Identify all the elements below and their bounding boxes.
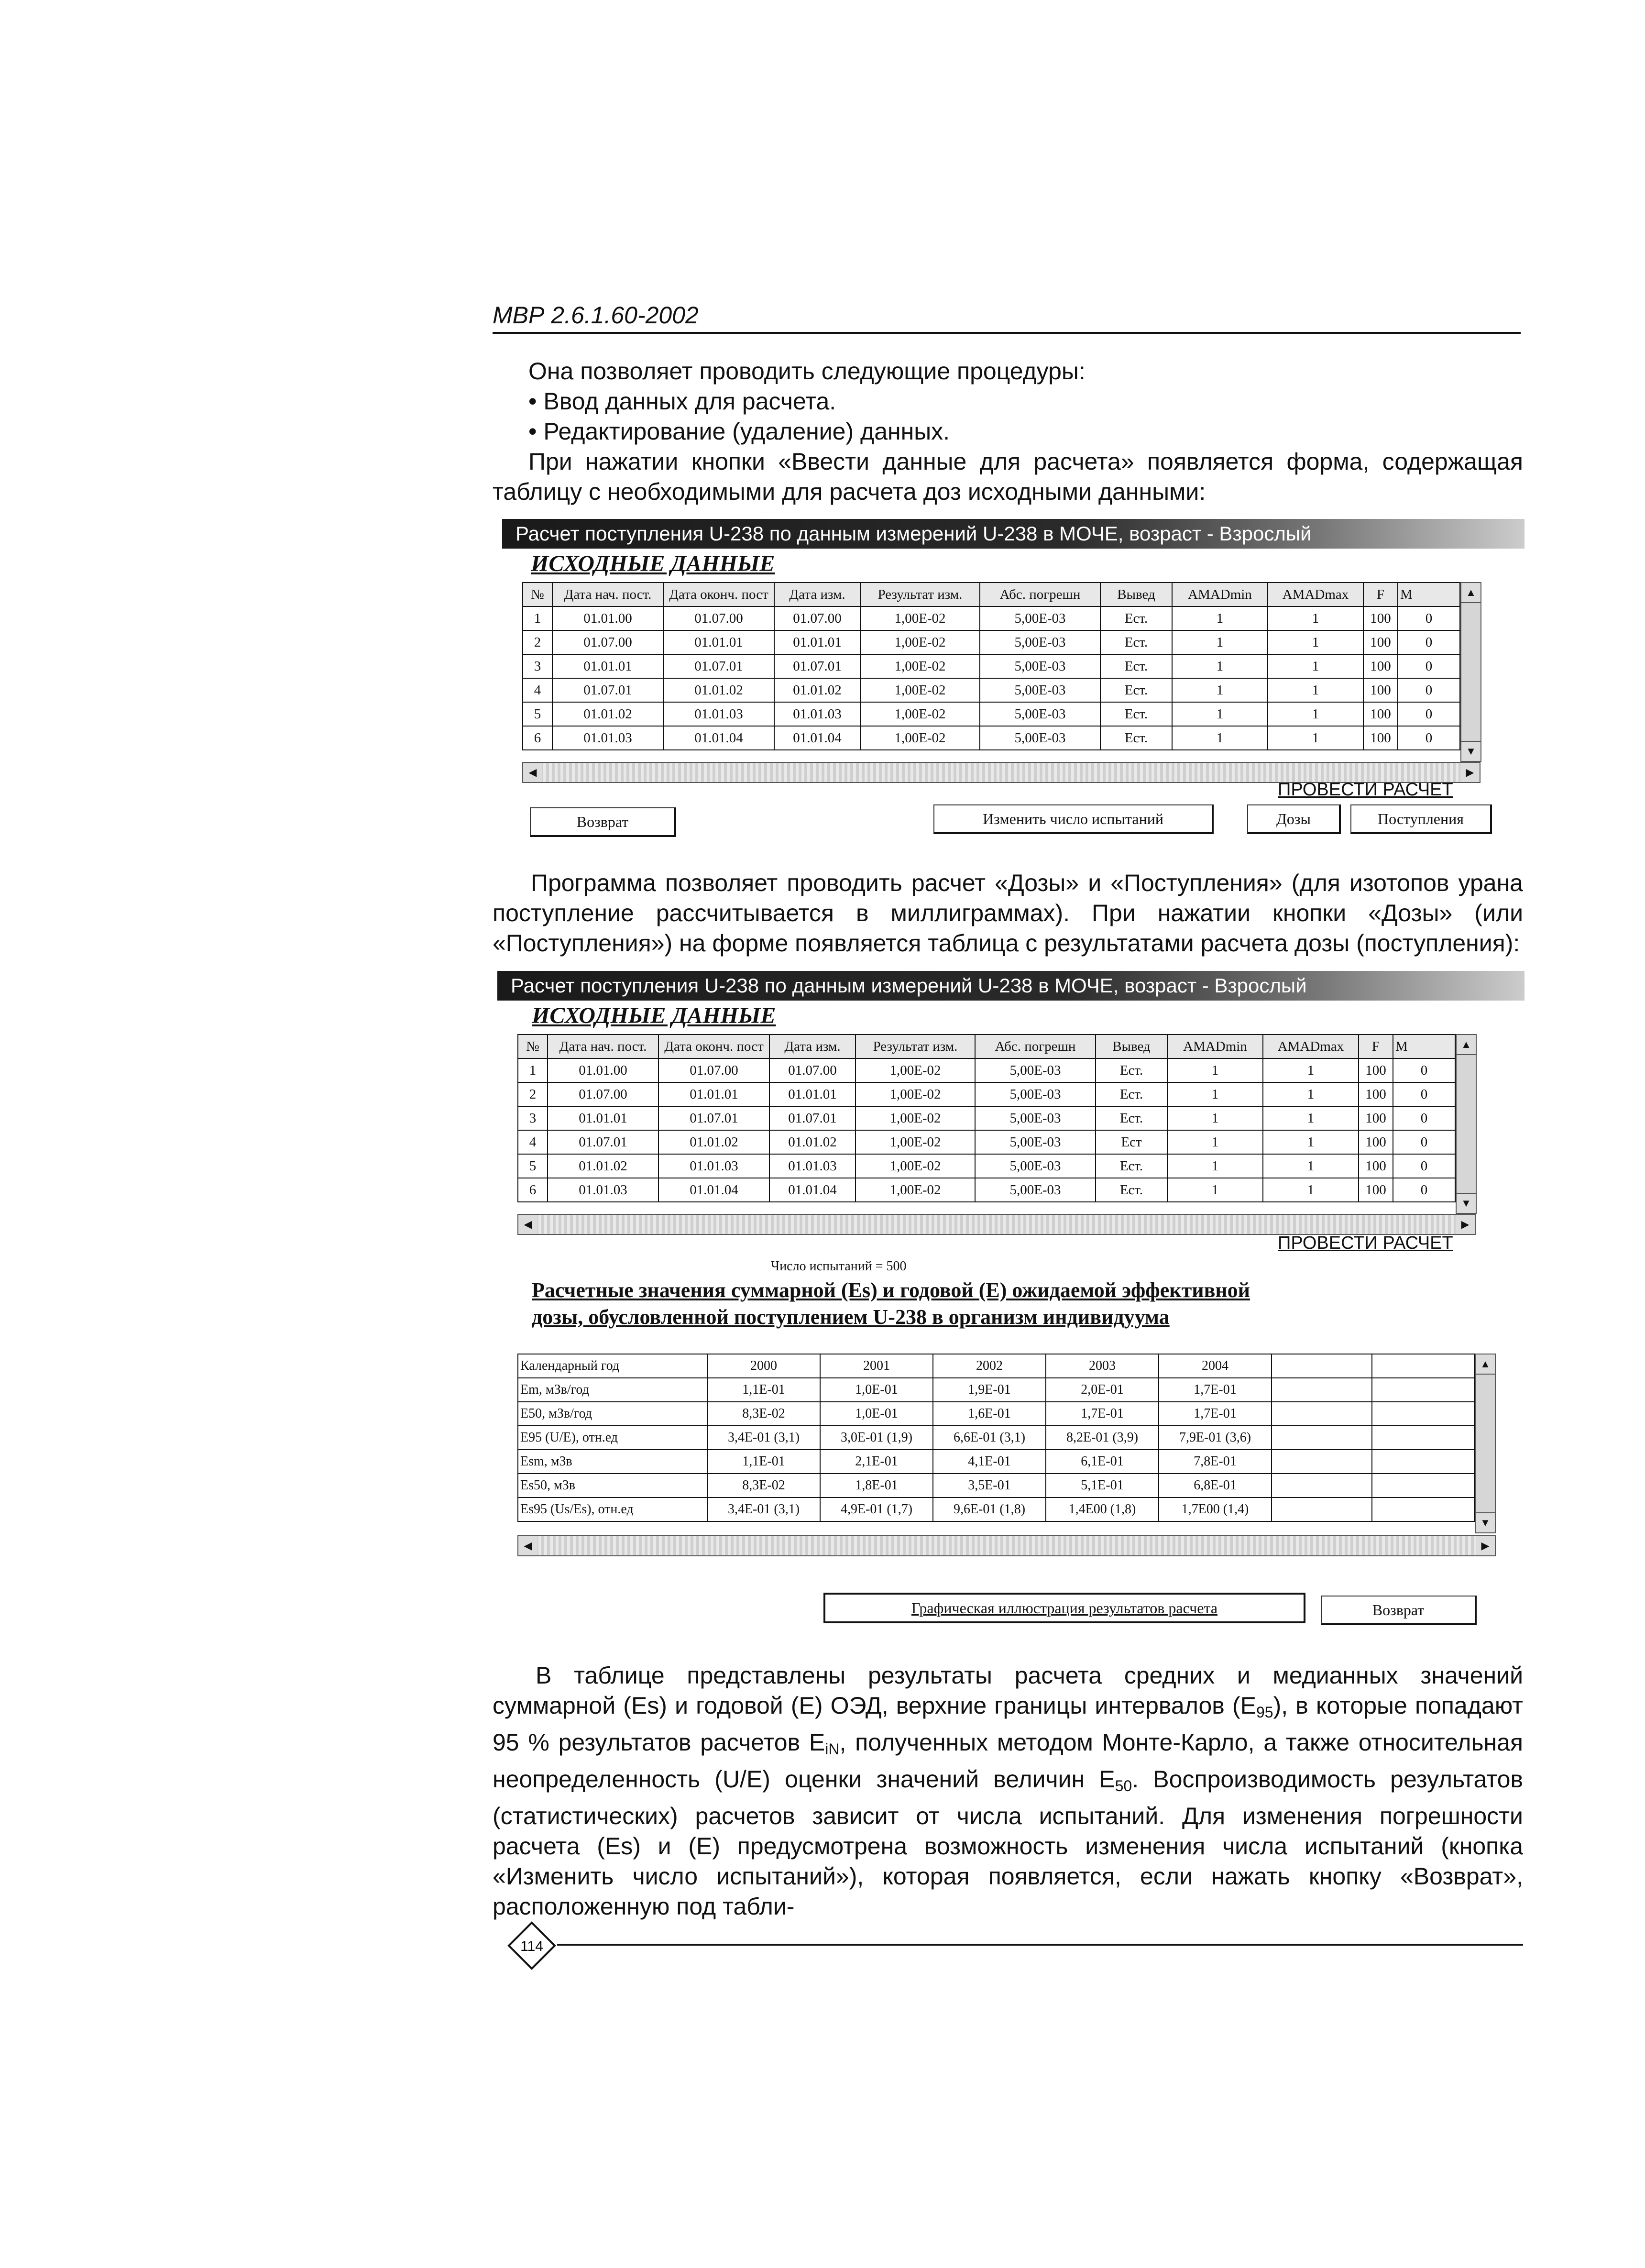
- table-cell[interactable]: 1,7E-01: [1159, 1402, 1272, 1426]
- table-cell[interactable]: 0: [1393, 1106, 1455, 1130]
- intro-block: [528, 356, 1523, 447]
- table-cell[interactable]: 1,00E-02: [860, 630, 980, 654]
- table-cell[interactable]: 1: [1172, 702, 1268, 726]
- intake-button[interactable]: Поступления: [1350, 804, 1492, 834]
- table-cell[interactable]: 1: [1263, 1178, 1359, 1202]
- header-rule: [493, 332, 1521, 334]
- table-cell[interactable]: Ест.: [1096, 1154, 1167, 1178]
- column-header[interactable]: AMADmax: [1263, 1035, 1359, 1058]
- input-data-table: [522, 582, 1460, 750]
- table-cell[interactable]: Ест.: [1100, 702, 1172, 726]
- final-text: , полученных методом Монте-Карло, а также относительная неопределенность (U/E) оценки значений величин E: [493, 1729, 1523, 1793]
- table-cell[interactable]: 1: [1167, 1130, 1263, 1154]
- table-cell[interactable]: 5,00E-03: [975, 1058, 1096, 1082]
- document-code: МВР 2.6.1.60-2002: [493, 302, 699, 329]
- table-row[interactable]: [518, 1178, 1455, 1202]
- table-cell[interactable]: 01.01.01: [552, 654, 663, 678]
- column-header[interactable]: Абс. погрешн: [975, 1035, 1096, 1058]
- column-header[interactable]: AMADmin: [1167, 1035, 1263, 1058]
- table-cell[interactable]: 5,00E-03: [975, 1154, 1096, 1178]
- table-cell[interactable]: [1272, 1402, 1372, 1426]
- table-cell[interactable]: 1: [1268, 654, 1363, 678]
- table-cell[interactable]: 100: [1359, 1178, 1393, 1202]
- scroll-down-icon[interactable]: ▼: [1476, 1512, 1495, 1532]
- column-header: Календарный год: [518, 1354, 707, 1378]
- run-calculation-link[interactable]: ПРОВЕСТИ РАСЧЕТ: [1278, 780, 1453, 800]
- final-paragraph: [493, 1661, 1523, 1922]
- table-cell[interactable]: 01.01.01: [774, 630, 860, 654]
- table-cell[interactable]: 1: [1263, 1058, 1359, 1082]
- table-row[interactable]: [518, 1154, 1455, 1178]
- table-cell[interactable]: 3,5E-01: [933, 1474, 1046, 1497]
- table-row[interactable]: [518, 1450, 1474, 1474]
- change-trials-button[interactable]: Изменить число испытаний: [933, 804, 1214, 834]
- table-cell[interactable]: 1: [1268, 678, 1363, 702]
- table-cell[interactable]: Ест.: [1100, 654, 1172, 678]
- row-label-cell[interactable]: Es50, мЗв: [518, 1474, 707, 1497]
- table-cell[interactable]: 1: [1167, 1082, 1263, 1106]
- table-cell[interactable]: 3,4E-01 (3,1): [707, 1497, 820, 1521]
- table-cell[interactable]: 7,8E-01: [1159, 1450, 1272, 1474]
- intro-bullet: • Ввод данных для расчета.: [528, 388, 836, 415]
- row-label-cell[interactable]: 4: [518, 1130, 548, 1154]
- table-cell[interactable]: 5,00E-03: [980, 702, 1100, 726]
- row-label-cell[interactable]: E95 (U/E), отн.ед: [518, 1426, 707, 1450]
- table-cell[interactable]: 01.01.01: [548, 1106, 658, 1130]
- table-cell[interactable]: 01.01.02: [769, 1130, 855, 1154]
- table-cell[interactable]: 01.07.00: [548, 1082, 658, 1106]
- table-cell[interactable]: 0: [1393, 1082, 1455, 1106]
- window-title: Расчет поступления U-238 по данным измерений U-238 в МОЧЕ, возраст - Взрослый: [497, 971, 1524, 1001]
- table-cell[interactable]: 1,00E-02: [860, 678, 980, 702]
- table-cell[interactable]: 1,9E-01: [933, 1378, 1046, 1402]
- table-cell[interactable]: 01.01.02: [663, 678, 774, 702]
- table-cell[interactable]: 0: [1398, 702, 1460, 726]
- column-header[interactable]: Дата изм.: [769, 1035, 855, 1058]
- table-row[interactable]: [518, 1378, 1474, 1402]
- column-header: [1372, 1354, 1474, 1378]
- scroll-left-icon[interactable]: ◀: [518, 1536, 537, 1555]
- final-text: ), в которые попадают 95 % результатов расчетов E: [493, 1692, 1523, 1756]
- column-header[interactable]: Абс. погрешн: [980, 583, 1100, 606]
- table-cell[interactable]: 5,00E-03: [975, 1082, 1096, 1106]
- table-cell[interactable]: [1372, 1497, 1474, 1521]
- row-label-cell[interactable]: 3: [523, 654, 552, 678]
- table-cell[interactable]: 01.07.01: [548, 1130, 658, 1154]
- table-cell[interactable]: 1,8E-01: [820, 1474, 933, 1497]
- middle-paragraph: Программа позволяет проводить расчет «Дозы» и «Поступления» (для изотопов урана поступление рассчитывается в миллиграммах). При нажатии кнопки «Дозы» (или «Поступления») на форме появляется таблица с результатами расчета дозы (поступления):: [493, 870, 1523, 957]
- page-number: 114: [520, 1938, 543, 1954]
- input-data-table: [517, 1034, 1456, 1202]
- table-row[interactable]: [523, 678, 1460, 702]
- table-cell[interactable]: 01.07.00: [552, 630, 663, 654]
- table-cell[interactable]: 100: [1363, 630, 1398, 654]
- table-cell[interactable]: 1,7E-01: [1046, 1402, 1159, 1426]
- table-cell[interactable]: 100: [1363, 726, 1398, 750]
- table-cell[interactable]: 100: [1363, 606, 1398, 630]
- column-header[interactable]: Результат изм.: [860, 583, 980, 606]
- table-cell[interactable]: 5,00E-03: [980, 726, 1100, 750]
- table-cell[interactable]: Ест.: [1100, 630, 1172, 654]
- intro-line: Она позволяет проводить следующие процедуры:: [528, 358, 1086, 385]
- table-cell[interactable]: 1: [1268, 702, 1363, 726]
- results-table: [517, 1354, 1475, 1522]
- horizontal-scrollbar[interactable]: [517, 1535, 1496, 1556]
- table-cell[interactable]: 01.07.00: [663, 606, 774, 630]
- table-cell[interactable]: 1: [1172, 678, 1268, 702]
- row-label-cell[interactable]: 5: [523, 702, 552, 726]
- results-heading-line2: дозы, обусловленной поступлением U-238 в организм индивидуума: [532, 1305, 1170, 1329]
- table-cell[interactable]: [1372, 1402, 1474, 1426]
- table-cell[interactable]: 01.01.03: [774, 702, 860, 726]
- table-cell[interactable]: 6,8E-01: [1159, 1474, 1272, 1497]
- window-title: Расчет поступления U-238 по данным измерений U-238 в МОЧЕ, возраст - Взрослый: [502, 519, 1524, 549]
- table-cell[interactable]: 01.01.02: [552, 702, 663, 726]
- table-cell[interactable]: 5,00E-03: [980, 606, 1100, 630]
- table-cell[interactable]: 0: [1393, 1154, 1455, 1178]
- column-header[interactable]: №: [523, 583, 552, 606]
- table-cell[interactable]: Ест: [1096, 1130, 1167, 1154]
- table-cell[interactable]: Ест.: [1096, 1178, 1167, 1202]
- row-label-cell[interactable]: 4: [523, 678, 552, 702]
- table-cell[interactable]: 01.07.00: [769, 1058, 855, 1082]
- table-cell[interactable]: [1272, 1474, 1372, 1497]
- table-cell[interactable]: 01.01.01: [663, 630, 774, 654]
- page-number-badge: [507, 1921, 557, 1971]
- table-cell[interactable]: 8,3E-02: [707, 1402, 820, 1426]
- table-cell[interactable]: 1: [1172, 606, 1268, 630]
- table-cell[interactable]: 1,00E-02: [855, 1130, 975, 1154]
- table-cell[interactable]: 1,0E-01: [820, 1378, 933, 1402]
- table-cell[interactable]: 0: [1398, 606, 1460, 630]
- table-cell[interactable]: [1372, 1426, 1474, 1450]
- trials-count: Число испытаний = 500: [771, 1259, 907, 1274]
- table-cell[interactable]: 4,1E-01: [933, 1450, 1046, 1474]
- table-cell[interactable]: 100: [1363, 702, 1398, 726]
- table-cell[interactable]: 4,9E-01 (1,7): [820, 1497, 933, 1521]
- final-text: В таблице представлены результаты расчета средних и медианных значений суммарной (Es) и годовой (E) ОЭД, верхние границы интервалов (E: [493, 1662, 1523, 1719]
- table-row[interactable]: [523, 726, 1460, 750]
- table-cell[interactable]: [1272, 1426, 1372, 1450]
- table-cell[interactable]: 5,00E-03: [975, 1130, 1096, 1154]
- table-header-row: [523, 583, 1460, 606]
- table-cell[interactable]: 1: [1268, 630, 1363, 654]
- input-data-heading: ИСХОДНЫЕ ДАННЫЕ: [532, 1003, 776, 1028]
- table-cell[interactable]: 1: [1172, 630, 1268, 654]
- column-header: 2004: [1159, 1354, 1272, 1378]
- row-label-cell[interactable]: Em, мЗв/год: [518, 1378, 707, 1402]
- table-cell[interactable]: 01.01.00: [548, 1058, 658, 1082]
- vertical-scrollbar[interactable]: [1460, 582, 1481, 762]
- table-cell[interactable]: 100: [1363, 678, 1398, 702]
- scroll-left-icon[interactable]: ◀: [518, 1215, 537, 1234]
- table-row[interactable]: [518, 1106, 1455, 1130]
- row-label-cell[interactable]: 3: [518, 1106, 548, 1130]
- column-header[interactable]: AMADmax: [1268, 583, 1363, 606]
- footer-rule: [557, 1944, 1523, 1946]
- intro-bullet: • Редактирование (удаление) данных.: [528, 418, 950, 445]
- table-row[interactable]: [518, 1082, 1455, 1106]
- table-cell[interactable]: 5,00E-03: [975, 1106, 1096, 1130]
- table-cell[interactable]: 0: [1398, 630, 1460, 654]
- table-cell[interactable]: 1,00E-02: [855, 1106, 975, 1130]
- column-header[interactable]: M: [1398, 583, 1460, 606]
- table-cell[interactable]: 8,3E-02: [707, 1474, 820, 1497]
- table-cell[interactable]: 6,1E-01: [1046, 1450, 1159, 1474]
- table-cell[interactable]: 1,4E00 (1,8): [1046, 1497, 1159, 1521]
- column-header[interactable]: Дата изм.: [774, 583, 860, 606]
- column-header[interactable]: Дата нач. пост.: [548, 1035, 658, 1058]
- table-cell[interactable]: 01.01.03: [769, 1154, 855, 1178]
- table-cell[interactable]: 01.01.03: [658, 1154, 769, 1178]
- column-header: 2000: [707, 1354, 820, 1378]
- run-calculation-link[interactable]: ПРОВЕСТИ РАСЧЕТ: [1278, 1233, 1453, 1253]
- table-row[interactable]: [518, 1426, 1474, 1450]
- table-cell[interactable]: 1,00E-02: [855, 1178, 975, 1202]
- scroll-up-icon[interactable]: ▲: [1457, 1035, 1476, 1055]
- column-header[interactable]: AMADmin: [1172, 583, 1268, 606]
- row-label-cell[interactable]: Esm, мЗв: [518, 1450, 707, 1474]
- scroll-right-icon[interactable]: ▶: [1460, 763, 1480, 782]
- table-header-row: [518, 1354, 1474, 1378]
- back-button[interactable]: Возврат: [530, 807, 676, 837]
- table-cell[interactable]: 01.01.04: [658, 1178, 769, 1202]
- table-cell[interactable]: Ест.: [1096, 1058, 1167, 1082]
- table-cell[interactable]: 01.07.01: [663, 654, 774, 678]
- table-row[interactable]: [523, 630, 1460, 654]
- row-label-cell[interactable]: 2: [523, 630, 552, 654]
- table-cell[interactable]: 1: [1167, 1058, 1263, 1082]
- table-cell[interactable]: 5,00E-03: [980, 678, 1100, 702]
- table-cell[interactable]: 01.01.01: [769, 1082, 855, 1106]
- table-header-row: [518, 1035, 1455, 1058]
- intro-paragraph: При нажатии кнопки «Ввести данные для расчета» появляется форма, содержащая таблицу с необходимыми для расчета доз исходными данными:: [493, 448, 1523, 505]
- table-cell[interactable]: [1272, 1497, 1372, 1521]
- column-header[interactable]: F: [1363, 583, 1398, 606]
- final-subscript: 50: [1115, 1777, 1132, 1795]
- row-label-cell[interactable]: E50, мЗв/год: [518, 1402, 707, 1426]
- table-cell[interactable]: 9,6E-01 (1,8): [933, 1497, 1046, 1521]
- table-cell[interactable]: 1: [1268, 606, 1363, 630]
- table-cell[interactable]: 0: [1398, 726, 1460, 750]
- row-label-cell[interactable]: Es95 (Us/Es), отн.ед: [518, 1497, 707, 1521]
- table-cell[interactable]: 100: [1359, 1154, 1393, 1178]
- column-header: 2003: [1046, 1354, 1159, 1378]
- table-cell[interactable]: 01.01.04: [769, 1178, 855, 1202]
- table-row[interactable]: [518, 1497, 1474, 1521]
- table-row[interactable]: [523, 606, 1460, 630]
- input-form-window: [502, 519, 1516, 844]
- table-cell[interactable]: 0: [1398, 678, 1460, 702]
- table-cell[interactable]: 7,9E-01 (3,6): [1159, 1426, 1272, 1450]
- final-subscript: 95: [1256, 1704, 1273, 1721]
- table-cell[interactable]: 1: [1263, 1154, 1359, 1178]
- table-cell[interactable]: 3,0E-01 (1,9): [820, 1426, 933, 1450]
- final-subscript: iN: [825, 1740, 840, 1758]
- table-cell[interactable]: 1: [1263, 1082, 1359, 1106]
- table-cell[interactable]: 2,0E-01: [1046, 1378, 1159, 1402]
- row-label-cell[interactable]: 2: [518, 1082, 548, 1106]
- table-cell[interactable]: 01.01.03: [552, 726, 663, 750]
- column-header[interactable]: Дата оконч. пост: [658, 1035, 769, 1058]
- table-cell[interactable]: 01.01.04: [663, 726, 774, 750]
- column-header[interactable]: Результат изм.: [855, 1035, 975, 1058]
- table-cell[interactable]: 2,1E-01: [820, 1450, 933, 1474]
- table-cell[interactable]: 5,00E-03: [980, 630, 1100, 654]
- table-cell[interactable]: 3,4E-01 (3,1): [707, 1426, 820, 1450]
- vertical-scrollbar[interactable]: [1475, 1354, 1496, 1533]
- results-heading-line1: Расчетные значения суммарной (Es) и годовой (E) ожидаемой эффективной: [532, 1278, 1250, 1302]
- table-cell[interactable]: 01.01.01: [658, 1082, 769, 1106]
- table-cell[interactable]: 1: [1172, 726, 1268, 750]
- column-header: 2002: [933, 1354, 1046, 1378]
- table-cell[interactable]: 5,00E-03: [975, 1178, 1096, 1202]
- table-cell[interactable]: 1: [1172, 654, 1268, 678]
- graph-results-button[interactable]: Графическая иллюстрация результатов расчета: [823, 1593, 1305, 1623]
- table-cell[interactable]: 100: [1359, 1130, 1393, 1154]
- table-cell[interactable]: 1,00E-02: [855, 1058, 975, 1082]
- doses-button[interactable]: Дозы: [1247, 804, 1341, 834]
- row-label-cell[interactable]: 5: [518, 1154, 548, 1178]
- table-cell[interactable]: 1: [1167, 1154, 1263, 1178]
- table-cell[interactable]: [1272, 1378, 1372, 1402]
- horizontal-scrollbar[interactable]: [517, 1214, 1476, 1235]
- table-row[interactable]: [518, 1474, 1474, 1497]
- row-label-cell[interactable]: 6: [518, 1178, 548, 1202]
- table-cell[interactable]: [1372, 1474, 1474, 1497]
- table-cell[interactable]: Ест.: [1096, 1106, 1167, 1130]
- column-header[interactable]: Дата оконч. пост: [663, 583, 774, 606]
- table-cell[interactable]: 5,1E-01: [1046, 1474, 1159, 1497]
- row-label-cell[interactable]: 1: [518, 1058, 548, 1082]
- vertical-scrollbar[interactable]: [1456, 1034, 1477, 1214]
- table-cell[interactable]: 1,00E-02: [860, 726, 980, 750]
- table-cell[interactable]: [1372, 1378, 1474, 1402]
- table-cell[interactable]: 1,00E-02: [855, 1154, 975, 1178]
- scroll-right-icon[interactable]: ▶: [1456, 1215, 1475, 1234]
- scroll-up-icon[interactable]: ▲: [1476, 1354, 1495, 1375]
- table-row[interactable]: [518, 1058, 1455, 1082]
- scroll-up-icon[interactable]: ▲: [1461, 583, 1480, 603]
- table-cell[interactable]: 1,00E-02: [860, 654, 980, 678]
- table-cell[interactable]: 01.07.00: [658, 1058, 769, 1082]
- table-row[interactable]: [523, 702, 1460, 726]
- table-cell[interactable]: 1,1E-01: [707, 1450, 820, 1474]
- results-form-window: [497, 971, 1516, 1633]
- table-cell[interactable]: 01.07.00: [774, 606, 860, 630]
- table-cell[interactable]: [1372, 1450, 1474, 1474]
- final-text: . Воспроизводимость результатов (статистических) расчетов зависит от числа испытаний. Для изменения погрешности расчета (Es) и (E) предусмотрена возможность изменения числа испытаний (кнопка «Изменить число испытаний»), которая появляется, если нажать кнопку «Возврат», расположенную под табли-: [493, 1766, 1524, 1920]
- table-cell[interactable]: 01.01.02: [548, 1154, 658, 1178]
- table-cell[interactable]: 01.01.02: [658, 1130, 769, 1154]
- column-header[interactable]: №: [518, 1035, 548, 1058]
- table-cell[interactable]: 1,0E-01: [820, 1402, 933, 1426]
- scroll-right-icon[interactable]: ▶: [1476, 1536, 1495, 1555]
- column-header[interactable]: F: [1359, 1035, 1393, 1058]
- scroll-down-icon[interactable]: ▼: [1457, 1193, 1476, 1213]
- column-header[interactable]: Вывед: [1100, 583, 1172, 606]
- table-cell[interactable]: 01.01.03: [548, 1178, 658, 1202]
- table-cell[interactable]: 8,2E-01 (3,9): [1046, 1426, 1159, 1450]
- table-cell[interactable]: 1: [1263, 1130, 1359, 1154]
- table-cell[interactable]: 1,00E-02: [860, 702, 980, 726]
- table-row[interactable]: [518, 1402, 1474, 1426]
- table-cell[interactable]: 100: [1359, 1082, 1393, 1106]
- table-cell[interactable]: 01.01.03: [663, 702, 774, 726]
- table-cell[interactable]: 01.07.01: [552, 678, 663, 702]
- table-cell[interactable]: 01.01.04: [774, 726, 860, 750]
- table-cell[interactable]: [1272, 1450, 1372, 1474]
- table-cell[interactable]: 01.07.01: [774, 654, 860, 678]
- table-cell[interactable]: 1: [1167, 1106, 1263, 1130]
- table-cell[interactable]: Ест.: [1100, 678, 1172, 702]
- table-cell[interactable]: 100: [1359, 1106, 1393, 1130]
- table-cell[interactable]: 1: [1268, 726, 1363, 750]
- table-cell[interactable]: 0: [1393, 1178, 1455, 1202]
- table-cell[interactable]: 1,00E-02: [855, 1082, 975, 1106]
- table-cell[interactable]: 1,7E-01: [1159, 1378, 1272, 1402]
- row-label-cell[interactable]: 6: [523, 726, 552, 750]
- table-cell[interactable]: 01.01.02: [774, 678, 860, 702]
- column-header: [1272, 1354, 1372, 1378]
- table-row[interactable]: [523, 654, 1460, 678]
- table-cell[interactable]: 0: [1398, 654, 1460, 678]
- table-cell[interactable]: 0: [1393, 1130, 1455, 1154]
- table-cell[interactable]: 6,6E-01 (3,1): [933, 1426, 1046, 1450]
- column-header: 2001: [820, 1354, 933, 1378]
- table-cell[interactable]: 1: [1263, 1106, 1359, 1130]
- table-cell[interactable]: 100: [1359, 1058, 1393, 1082]
- input-data-heading: ИСХОДНЫЕ ДАННЫЕ: [531, 551, 775, 576]
- back-button[interactable]: Возврат: [1321, 1596, 1477, 1625]
- table-cell[interactable]: 1,1E-01: [707, 1378, 820, 1402]
- scroll-down-icon[interactable]: ▼: [1461, 741, 1480, 761]
- table-cell[interactable]: 1: [1167, 1178, 1263, 1202]
- table-cell[interactable]: 1,6E-01: [933, 1402, 1046, 1426]
- table-cell[interactable]: Ест.: [1100, 726, 1172, 750]
- table-row[interactable]: [518, 1130, 1455, 1154]
- table-cell[interactable]: Ест.: [1100, 606, 1172, 630]
- table-cell[interactable]: 01.07.01: [658, 1106, 769, 1130]
- table-cell[interactable]: 1,7E00 (1,4): [1159, 1497, 1272, 1521]
- column-header[interactable]: M: [1393, 1035, 1455, 1058]
- table-cell[interactable]: 5,00E-03: [980, 654, 1100, 678]
- column-header[interactable]: Вывед: [1096, 1035, 1167, 1058]
- table-cell[interactable]: 01.01.00: [552, 606, 663, 630]
- table-cell[interactable]: 0: [1393, 1058, 1455, 1082]
- scroll-left-icon[interactable]: ◀: [523, 763, 542, 782]
- table-cell[interactable]: Ест.: [1096, 1082, 1167, 1106]
- table-cell[interactable]: 01.07.01: [769, 1106, 855, 1130]
- table-cell[interactable]: 1,00E-02: [860, 606, 980, 630]
- table-cell[interactable]: 100: [1363, 654, 1398, 678]
- column-header[interactable]: Дата нач. пост.: [552, 583, 663, 606]
- row-label-cell[interactable]: 1: [523, 606, 552, 630]
